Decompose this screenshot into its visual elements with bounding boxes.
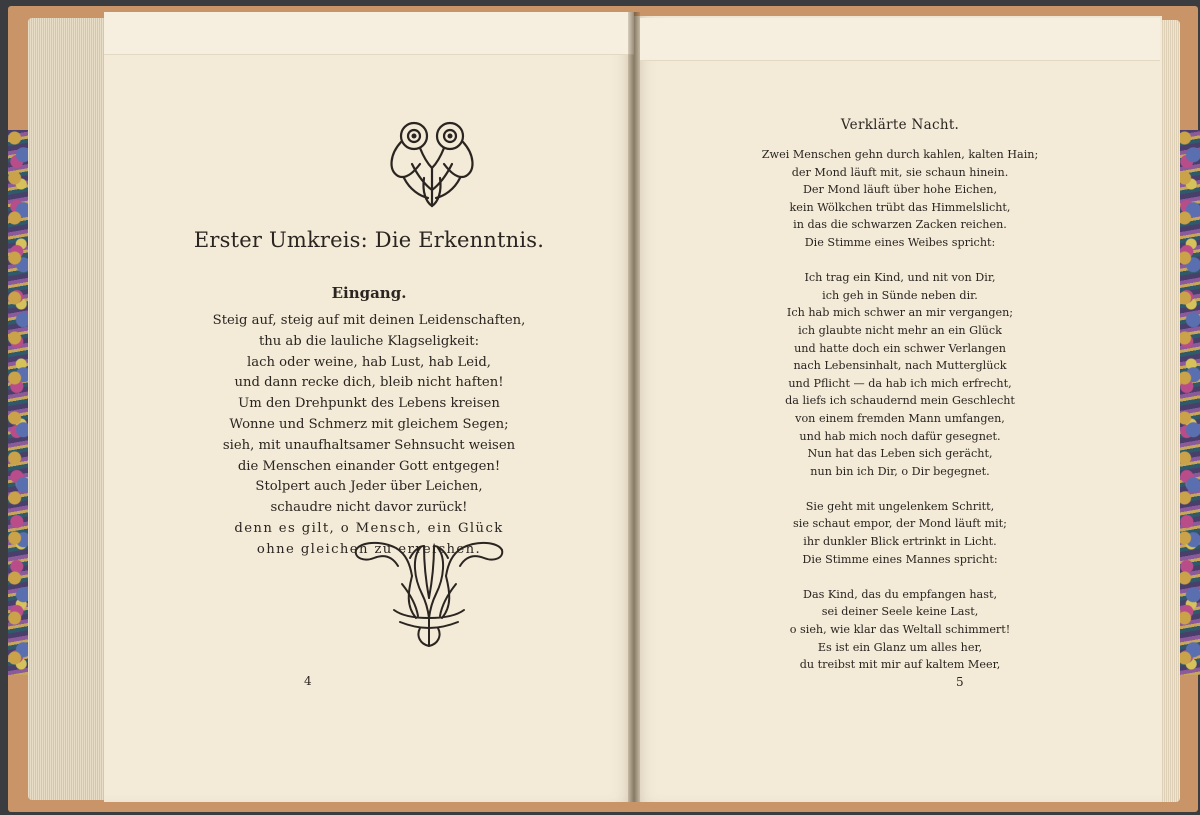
poem-line: Um den Drehpunkt des Lebens kreisen (238, 396, 500, 412)
poem-line: ihr dunkler Blick ertrinkt in Licht. (803, 535, 997, 549)
poem-line: von einem fremden Mann umfangen, (795, 411, 1005, 425)
art-nouveau-tailpiece-icon (350, 538, 508, 650)
stanza-gap (640, 252, 1160, 270)
poem-line: und hatte doch ein schwer Verlangen (794, 341, 1006, 355)
poem-line: Zwei Menschen gehn durch kahlen, kalten Hain; (761, 148, 1039, 161)
page-number-left: 4 (304, 674, 312, 688)
poem-line: sie schaut empor, der Mond läuft mit; (793, 517, 1007, 531)
poem-line: sei deiner Seele keine Last, (821, 605, 979, 619)
floral-vignette-icon (384, 114, 480, 210)
poem-line: nach Lebensinhalt, nach Mutterglück (793, 359, 1007, 373)
poem-line: kein Wölkchen trübt das Himmelslicht, (789, 200, 1011, 214)
poem-line: ich geh in Sünde neben dir. (822, 288, 978, 302)
poem-line: Ich hab mich schwer an mir vergangen; (786, 306, 1014, 320)
poem-line: Wonne und Schmerz mit gleichem Segen; (229, 416, 509, 432)
poem-line: Der Mond läuft über hohe Eichen, (802, 183, 998, 197)
poem-line: ich glaubte nicht mehr an ein Glück (798, 323, 1002, 337)
poem-line: Sie geht mit ungelenkem Schritt, (805, 499, 995, 513)
poem-line: Die Stimme eines Weibes spricht: (804, 235, 996, 249)
marbled-endpaper-left (8, 130, 30, 675)
poem-line: und Pflicht — da hab ich mich erfrecht, (788, 376, 1012, 390)
poem-line: du treibst mit mir auf kaltem Meer, (799, 658, 1001, 672)
poem-line: Nun hat das Leben sich gerächt, (807, 447, 993, 461)
poem-line: thu ab die lauliche Klagseligkeit: (258, 333, 480, 349)
stanza-gap (640, 568, 1160, 586)
chapter-title: Erster Umkreis: Die Erkenntnis. (193, 228, 545, 252)
page-edges-left (28, 18, 108, 800)
poem-line: Stolpert auch Jeder über Leichen, (255, 479, 483, 495)
poem-line: und hab mich noch dafür gesegnet. (799, 429, 1001, 443)
poem-line: schaudre nicht davor zurück! (270, 500, 468, 516)
left-poem (104, 311, 634, 561)
poem-line: da liefs ich schaudernd mein Geschlecht (785, 394, 1015, 408)
poem-line: o sieh, wie klar das Weltall schimmert! (789, 623, 1011, 637)
poem-line: sieh, mit unaufhaltsamer Sehnsucht weisen (222, 437, 516, 453)
poem-line: denn es gilt, o Mensch, ein Glück (234, 520, 504, 536)
poem-line: lach oder weine, hab Lust, hab Leid, (247, 354, 491, 370)
section-title: Eingang. (331, 284, 407, 302)
poem-line: ohne gleichen zu erreichen. (256, 541, 482, 557)
poem-line: und dann recke dich, bleib nicht haften! (234, 375, 504, 391)
left-page-top-fold (104, 12, 634, 55)
poem-line: in das die schwarzen Zacken reichen. (793, 218, 1007, 232)
poem-line: der Mond läuft mit, sie schaun hinein. (791, 165, 1009, 179)
poem-line: Die Stimme eines Mannes spricht: (802, 552, 998, 566)
right-page-top-fold (640, 18, 1160, 61)
right-poem (640, 146, 1160, 674)
poem-line: Das Kind, das du empfangen hast, (802, 587, 998, 601)
page-number-right: 5 (956, 675, 964, 689)
stanza-gap (640, 480, 1160, 498)
poem-line: Es ist ein Glanz um alles her, (817, 640, 983, 654)
poem-line: Steig auf, steig auf mit deinen Leidenschaften, (212, 313, 526, 328)
marbled-endpaper-right (1178, 130, 1200, 675)
poem-line: die Menschen einander Gott entgegen! (237, 458, 501, 474)
poem-title: Verklärte Nacht. (840, 117, 960, 133)
poem-line: Ich trag ein Kind, und nit von Dir, (804, 271, 996, 285)
poem-line: nun bin ich Dir, o Dir begegnet. (810, 464, 990, 478)
